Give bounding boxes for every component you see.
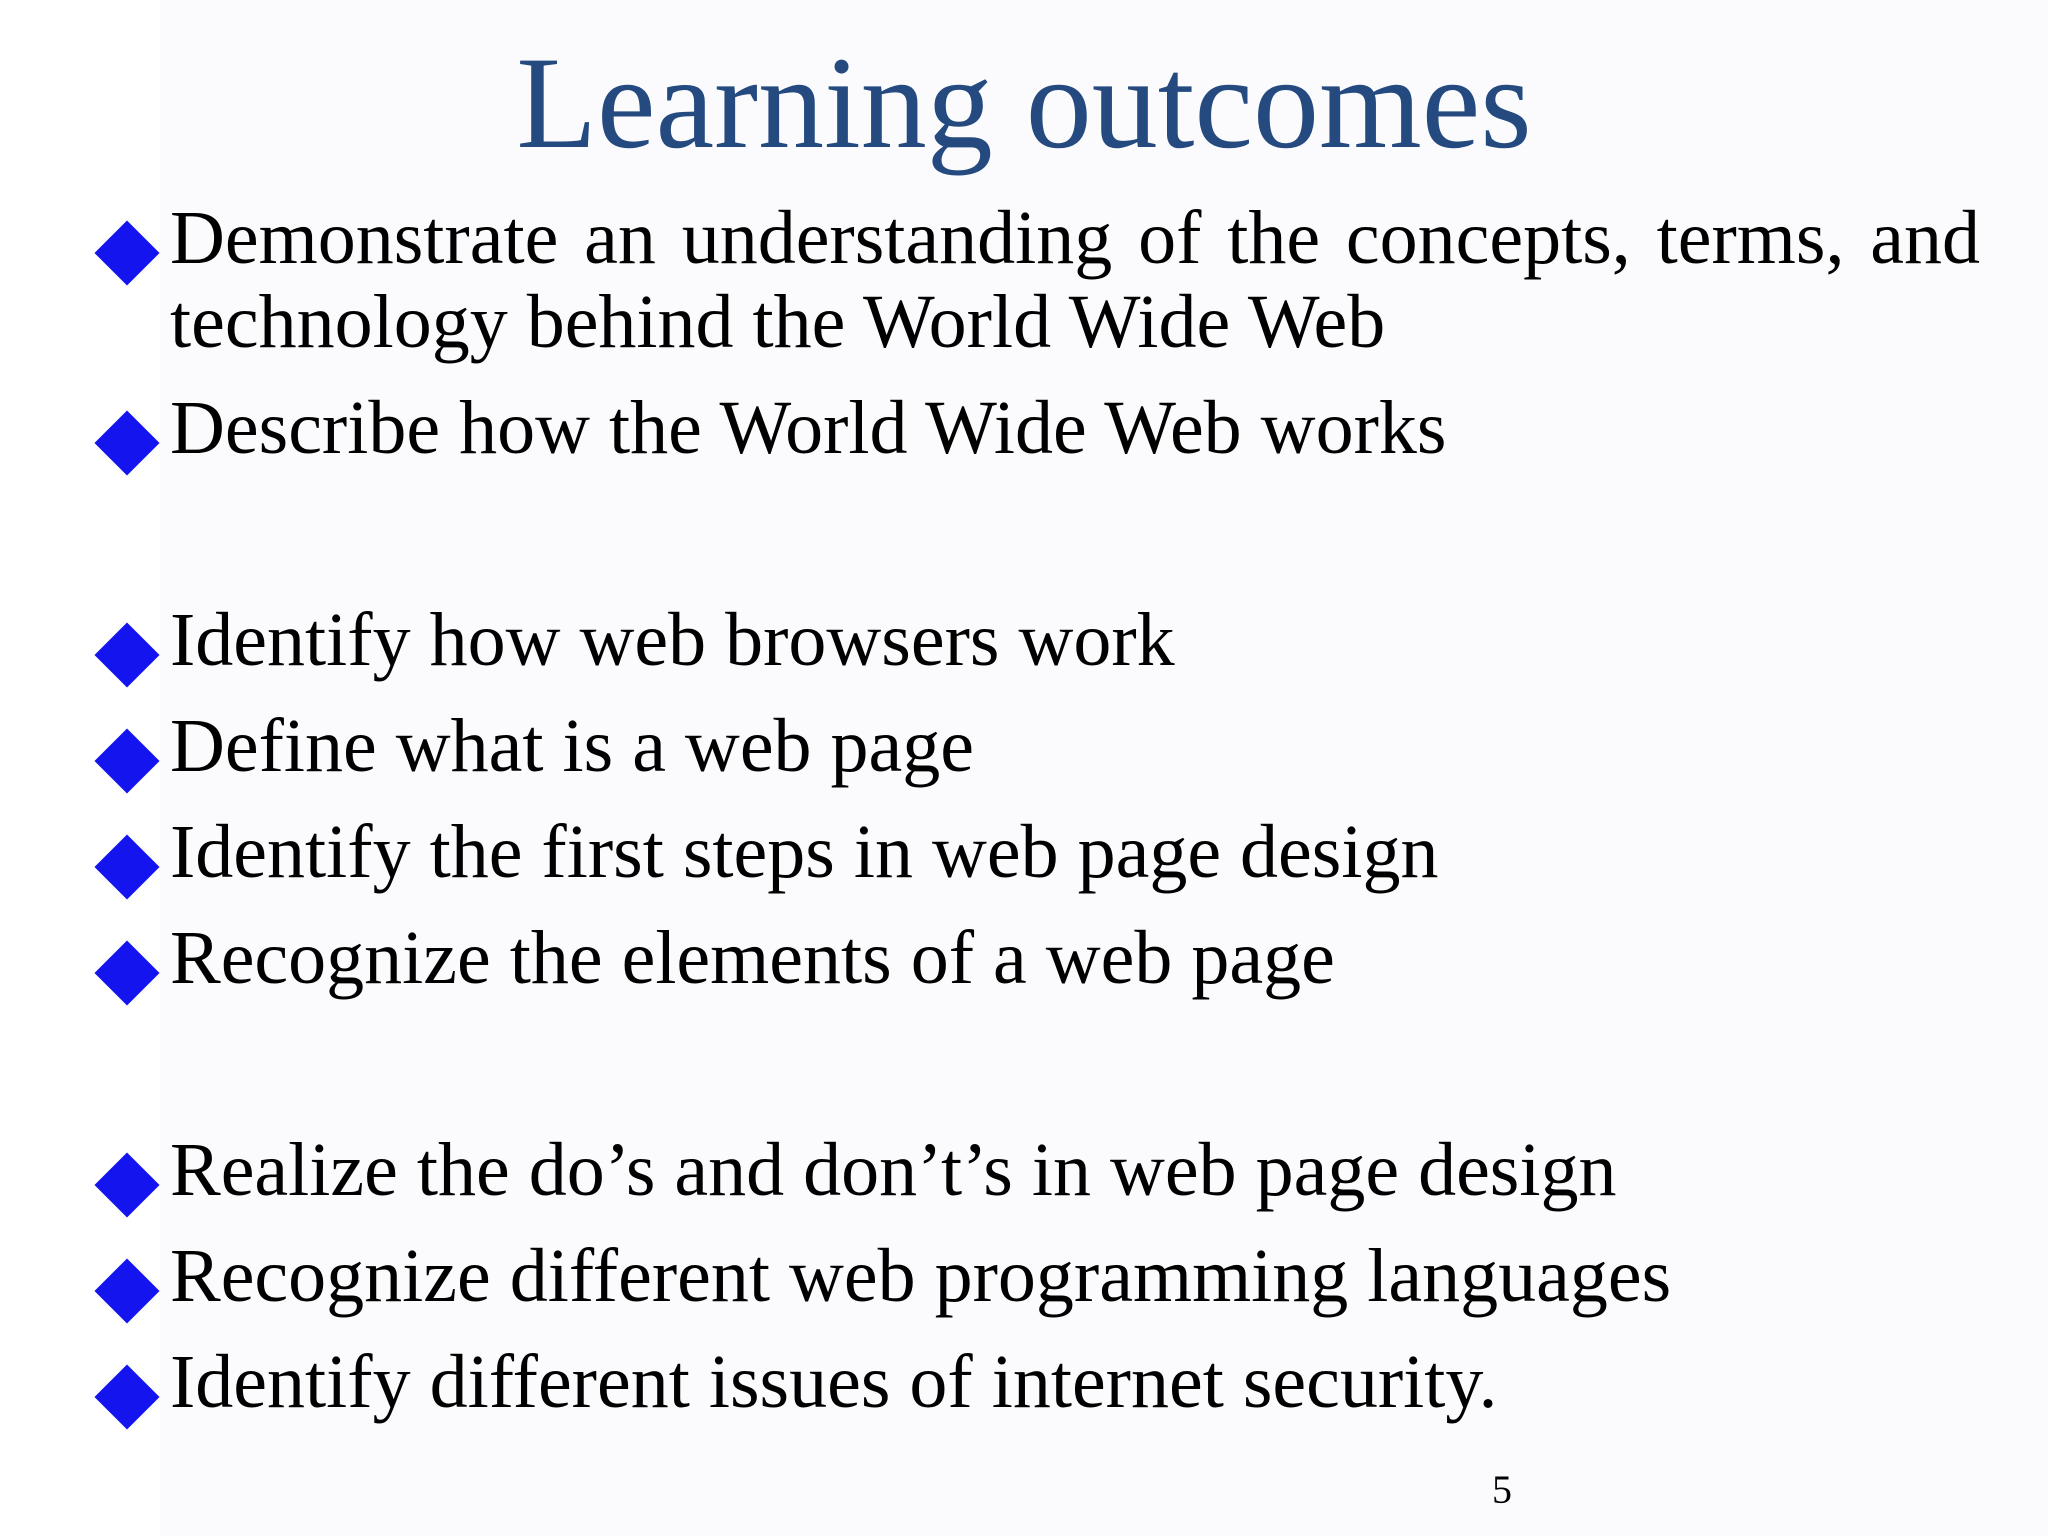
diamond-bullet-icon [94, 220, 159, 285]
list-item-text: Demonstrate an understanding of the concepts, terms, and technology behind the World Wide Web [170, 196, 1980, 364]
list-item-text: Realize the do’s and don’t’s in web page design [170, 1128, 1617, 1212]
diamond-bullet-icon [94, 1258, 159, 1323]
diamond-bullet-icon [94, 622, 159, 687]
list-item [100, 1340, 1980, 1430]
page-number: 5 [1492, 1467, 1512, 1512]
list-item-text: Identify different issues of internet security. [170, 1340, 1498, 1424]
diamond-bullet-icon [94, 940, 159, 1005]
list-item [100, 598, 1980, 688]
list-item [100, 196, 1980, 366]
diamond-bullet-icon [94, 1364, 159, 1429]
diamond-bullet-icon [94, 834, 159, 899]
list-item [100, 916, 1980, 1006]
list-item-text: Describe how the World Wide Web works [170, 386, 1447, 470]
slide-title: Learning outcomes [516, 29, 1532, 176]
list-item-text: Identify the first steps in web page design [170, 810, 1439, 894]
list-item [100, 386, 1980, 476]
list-item-text: Identify how web browsers work [170, 598, 1175, 682]
list-item [100, 1234, 1980, 1324]
list-item-text: Define what is a web page [170, 704, 975, 788]
diamond-bullet-icon [94, 728, 159, 793]
list-item [100, 704, 1980, 794]
list-item-text: Recognize the elements of a web page [170, 916, 1335, 1000]
list-item [100, 1128, 1980, 1218]
diamond-bullet-icon [94, 410, 159, 475]
list-item-text: Recognize different web programming languages [170, 1234, 1672, 1318]
list-item [100, 810, 1980, 900]
diamond-bullet-icon [94, 1152, 159, 1217]
